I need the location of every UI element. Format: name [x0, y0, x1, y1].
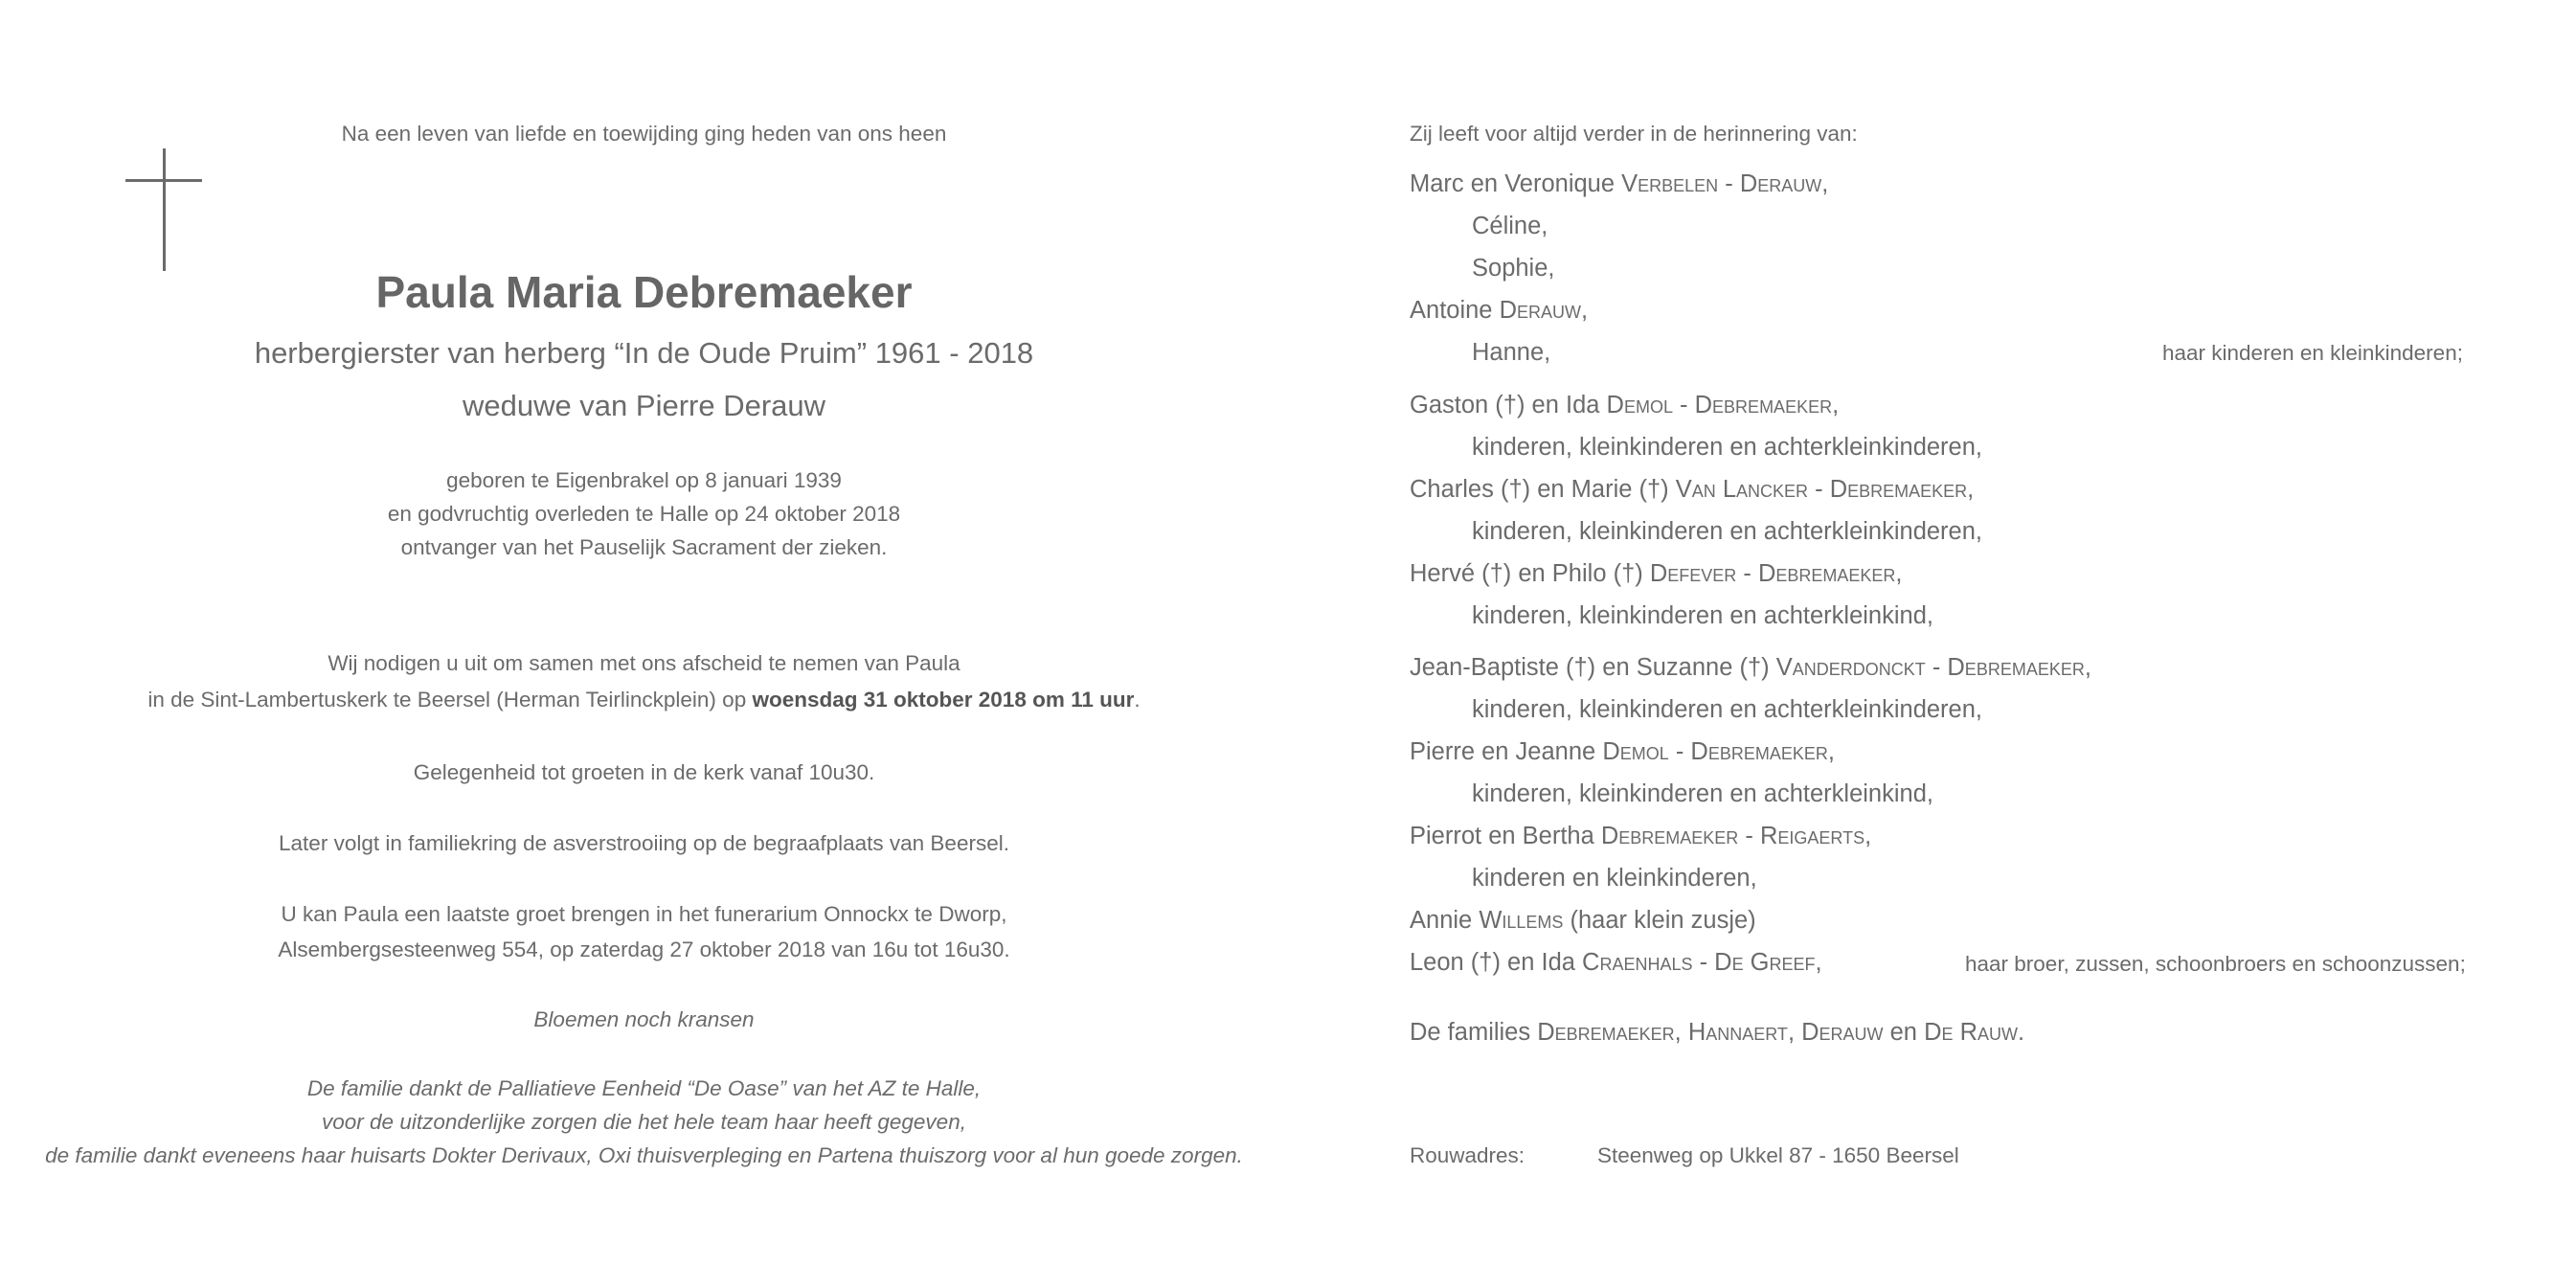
family-subline: kinderen, kleinkinderen en achterkleinkinderen, — [1472, 696, 1982, 723]
cross-icon — [163, 148, 166, 271]
family-line: Charles (†) en Marie (†) Van Lancker - Debremaeker, — [1410, 476, 1975, 503]
family-line: Pierrot en Bertha Debremaeker - Reigaerts, — [1410, 823, 1872, 849]
ceremony-date: woensdag 31 oktober 2018 om 11 uur — [752, 688, 1135, 712]
family-line: Gaston (†) en Ida Demol - Debremaeker, — [1410, 392, 1840, 418]
family-subline: kinderen en kleinkinderen, — [1472, 865, 1757, 892]
family-subline: Céline, — [1472, 213, 1548, 239]
cross-icon-bar — [125, 179, 202, 182]
family-line: Annie Willems (haar klein zusje) — [1410, 907, 1756, 934]
born-line: geboren te Eigenbrakel op 8 januari 1939 — [446, 468, 842, 492]
family-subline: Hanne, — [1472, 339, 1551, 366]
family-group-caption: haar kinderen en kleinkinderen; — [2162, 341, 2463, 365]
family-line: Antoine Derauw, — [1410, 297, 1589, 324]
invite-line-1: Wij nodigen u uit om samen met ons afscheid te nemen van Paula — [328, 651, 960, 675]
remembrance-intro: Zij leeft voor altijd verder in de herinnering van: — [1410, 122, 1858, 146]
family-subline: kinderen, kleinkinderen en achterkleinkind, — [1472, 602, 1933, 629]
family-line: Leon (†) en Ida Craenhals - De Greef, — [1410, 949, 1822, 976]
families-line: De families Debremaeker, Hannaert, Derauw en De Rauw. — [1410, 1019, 2025, 1046]
occupation: herbergierster van herberg “In de Oude Pruim” 1961 - 2018 — [254, 336, 1034, 370]
family-line: Pierre en Jeanne Demol - Debremaeker, — [1410, 738, 1835, 765]
later-line: Later volgt in familiekring de asverstrooiing op de begraafplaats van Beersel. — [279, 831, 1009, 855]
died-line: en godvruchtig overleden te Halle op 24 oktober 2018 — [387, 502, 901, 526]
flowers-line: Bloemen noch kransen — [533, 1007, 755, 1031]
intro-text: Na een leven van liefde en toewijding ging heden van ons heen — [341, 122, 947, 146]
family-line: Jean-Baptiste (†) en Suzanne (†) Vanderdonckt - Debremaeker, — [1410, 654, 2091, 681]
family-subline: kinderen, kleinkinderen en achterkleinkind, — [1472, 780, 1933, 807]
widow-of: weduwe van Pierre Derauw — [462, 389, 826, 422]
address-label: Rouwadres: — [1410, 1143, 1525, 1167]
right-panel — [1410, 0, 2559, 1288]
address-value: Steenweg op Ukkel 87 - 1650 Beersel — [1597, 1143, 1959, 1167]
invite-line-2: in de Sint-Lambertuskerk te Beersel (Herman Teirlinckplein) op woensdag 31 oktober 2018 om 11 uur. — [147, 688, 1141, 712]
sacrament-line: ontvanger van het Pauselijk Sacrament der zieken. — [400, 535, 888, 559]
family-group-caption: haar broer, zussen, schoonbroers en schoonzussen; — [1965, 952, 2466, 976]
thanks-line-1: De familie dankt de Palliatieve Eenheid “De Oase” van het AZ te Halle, — [306, 1076, 982, 1100]
thanks-line-3: de familie dankt eveneens haar huisarts Dokter Derivaux, Oxi thuisverpleging en Partena thuiszorg voor al hun goede zorgen. — [45, 1143, 1243, 1167]
family-line: Marc en Veronique Verbelen - Derauw, — [1410, 170, 1829, 197]
deceased-name: Paula Maria Debremaeker — [375, 267, 913, 317]
greeting-line: Gelegenheid tot groeten in de kerk vanaf 10u30. — [413, 760, 875, 784]
thanks-line-2: voor de uitzonderlijke zorgen die het hele team haar heeft gegeven, — [322, 1110, 966, 1134]
family-line: Hervé (†) en Philo (†) Defever - Debremaeker, — [1410, 560, 1903, 587]
family-subline: Sophie, — [1472, 255, 1555, 282]
funeral-line-1: U kan Paula een laatste groet brengen in het funerarium Onnockx te Dworp, — [281, 902, 1007, 926]
funeral-line-2: Alsembergsesteenweg 554, op zaterdag 27 oktober 2018 van 16u tot 16u30. — [278, 938, 1010, 961]
family-subline: kinderen, kleinkinderen en achterkleinkinderen, — [1472, 434, 1982, 461]
family-subline: kinderen, kleinkinderen en achterkleinkinderen, — [1472, 518, 1982, 545]
